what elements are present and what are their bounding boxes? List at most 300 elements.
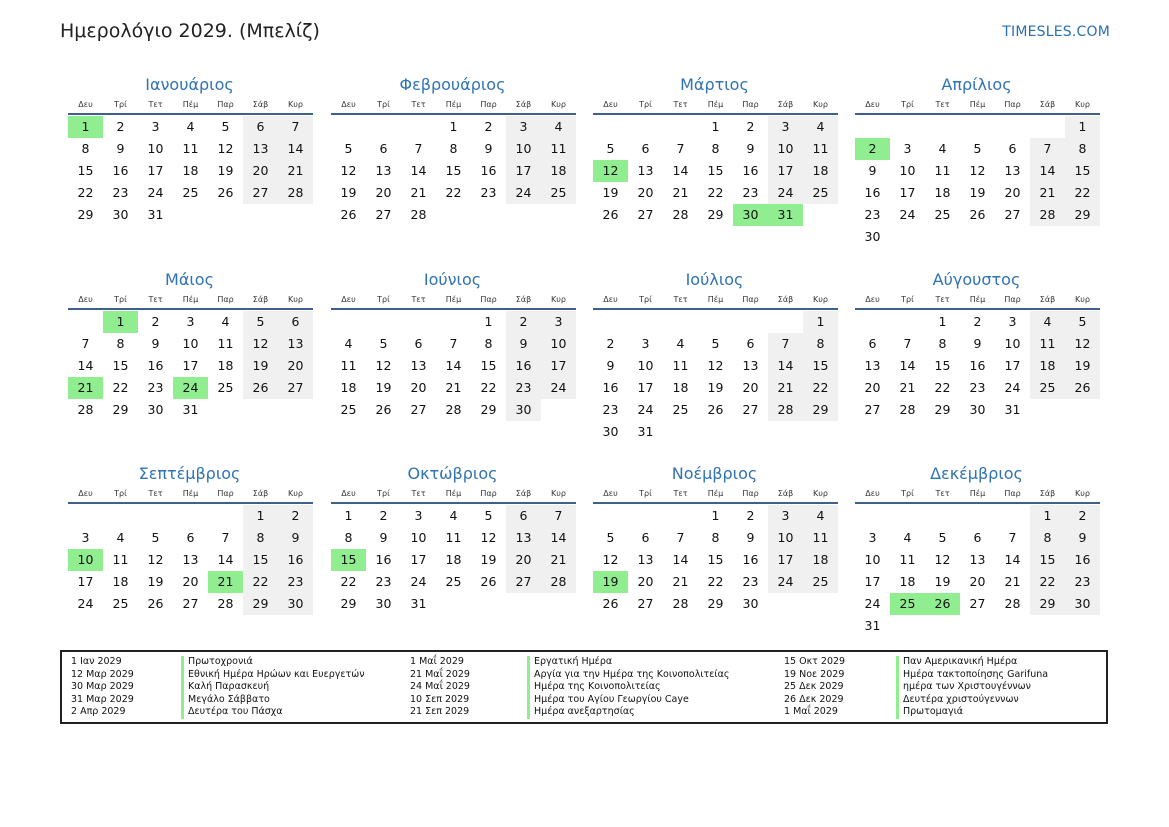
day-cell: 12: [375, 358, 392, 373]
day-cell: 3: [506, 116, 541, 138]
weekday-label: Κυρ: [551, 489, 566, 498]
day-cell: 9: [746, 530, 755, 545]
day-cell: 18: [899, 574, 916, 589]
day-cell: 30: [602, 424, 619, 439]
holiday-dates-column: [784, 656, 845, 719]
day-cell: 13: [742, 358, 759, 373]
holiday-date: 12 Μαρ 2029: [71, 668, 134, 680]
weekday-label: Τρί: [901, 295, 914, 304]
day-cell: 18: [672, 380, 689, 395]
day-cell: 1: [711, 119, 720, 134]
weekday-label: Τετ: [411, 489, 426, 498]
holiday-dates-column: [71, 656, 134, 719]
day-cell: 25: [803, 182, 838, 204]
day-cell: 26: [243, 377, 278, 399]
day-cell: 11: [217, 336, 234, 351]
day-cell: 16: [742, 163, 759, 178]
day-cell: 19: [375, 380, 392, 395]
empty-cell: [628, 311, 663, 333]
day-cell: 24: [506, 182, 541, 204]
day-cell: 3: [903, 141, 912, 156]
month-name: Αύγουστος: [932, 270, 1021, 289]
day-cell: 28: [672, 596, 689, 611]
day-cell: 11: [672, 358, 689, 373]
day-cell: 22: [934, 380, 951, 395]
day-cell: 5: [379, 336, 388, 351]
day-cell: 26: [480, 574, 497, 589]
weekday-label: Παρ: [1004, 489, 1021, 498]
weekday-label: Παρ: [1004, 100, 1021, 109]
weekday-label: Πέμ: [445, 489, 462, 498]
holiday-day-cell: 31: [768, 204, 803, 226]
weekday-label: Παρ: [217, 100, 234, 109]
day-cell: 3: [641, 336, 650, 351]
day-cell: 1: [1065, 116, 1100, 138]
weekday-label: Δευ: [603, 489, 618, 498]
day-cell: 7: [1030, 138, 1065, 160]
day-cell: 2: [746, 119, 755, 134]
day-cell: 6: [278, 311, 313, 333]
day-cell: 17: [899, 185, 916, 200]
day-cell: 2: [746, 508, 755, 523]
weekday-label: Παρ: [480, 489, 497, 498]
day-cell: 22: [1030, 571, 1065, 593]
day-cell: 30: [112, 207, 129, 222]
day-cell: 17: [768, 549, 803, 571]
holiday-name: Ημέρα ανεξαρτησίας: [527, 706, 729, 719]
holiday-name: Αργία για την Ημέρα της Κοινοπολιτείας: [527, 669, 729, 682]
day-cell: 13: [637, 163, 654, 178]
day-cell: 16: [602, 380, 619, 395]
day-cell: 2: [606, 336, 615, 351]
holiday-day-cell: 24: [173, 377, 208, 399]
day-cell: 14: [1030, 160, 1065, 182]
weekday-label: Σάβ: [777, 295, 794, 304]
empty-cell: [768, 311, 803, 333]
day-cell: 24: [147, 185, 164, 200]
empty-cell: [960, 116, 995, 138]
day-cell: 10: [182, 336, 199, 351]
day-cell: 20: [182, 574, 199, 589]
empty-cell: [663, 505, 698, 527]
day-cell: 12: [480, 530, 497, 545]
day-cell: 1: [1030, 505, 1065, 527]
day-cell: 13: [637, 552, 654, 567]
day-cell: 19: [602, 185, 619, 200]
day-cell: 3: [81, 530, 90, 545]
day-cell: 4: [449, 508, 458, 523]
day-cell: 11: [112, 552, 129, 567]
weekday-label: Δευ: [341, 489, 356, 498]
weekday-label: Δευ: [865, 100, 880, 109]
holiday-name: Παν Αμερικανική Ημέρα: [896, 656, 1048, 669]
holiday-day-cell: 1: [68, 116, 103, 138]
day-cell: 29: [707, 596, 724, 611]
weekday-label: Παρ: [742, 295, 759, 304]
day-cell: 6: [506, 505, 541, 527]
day-cell: 27: [637, 207, 654, 222]
day-cell: 29: [340, 596, 357, 611]
day-cell: 22: [243, 571, 278, 593]
month-calendar: [68, 74, 313, 226]
day-cell: 21: [768, 377, 803, 399]
day-cell: 20: [637, 185, 654, 200]
weekday-label: Τετ: [148, 100, 163, 109]
day-cell: 28: [899, 402, 916, 417]
day-cell: 13: [182, 552, 199, 567]
holiday-date: 1 Ιαν 2029: [71, 656, 122, 667]
day-cell: 13: [969, 552, 986, 567]
day-cell: 2: [151, 314, 160, 329]
day-cell: 24: [541, 377, 576, 399]
weekday-label: Τρί: [114, 295, 127, 304]
month-calendar: [855, 463, 1100, 637]
day-grid: [331, 311, 576, 421]
day-cell: 20: [375, 185, 392, 200]
day-cell: 27: [506, 571, 541, 593]
day-cell: 8: [711, 141, 720, 156]
day-cell: 24: [410, 574, 427, 589]
holiday-name: Ημέρα τακτοποίησης Garifuna: [896, 669, 1048, 682]
day-cell: 3: [414, 508, 423, 523]
day-cell: 19: [1065, 355, 1100, 377]
month-calendar: [68, 463, 313, 615]
day-cell: 4: [803, 116, 838, 138]
day-cell: 13: [410, 358, 427, 373]
weekday-label: Σάβ: [1039, 489, 1056, 498]
weekday-label: Τρί: [901, 489, 914, 498]
day-cell: 9: [606, 358, 615, 373]
day-cell: 15: [77, 163, 94, 178]
holiday-name: Καλή Παρασκευή: [181, 681, 365, 694]
day-cell: 25: [217, 380, 234, 395]
day-cell: 16: [480, 163, 497, 178]
weekday-label: Τρί: [901, 100, 914, 109]
day-cell: 30: [969, 402, 986, 417]
month-calendar: [855, 269, 1100, 421]
weekday-header: [855, 291, 1100, 310]
weekday-label: Κυρ: [288, 100, 303, 109]
day-cell: 8: [1030, 527, 1065, 549]
holiday-name: Ημέρα της Κοινοπολιτείας: [527, 681, 729, 694]
weekday-label: Κυρ: [1075, 489, 1090, 498]
day-cell: 3: [768, 505, 803, 527]
day-cell: 14: [672, 552, 689, 567]
day-cell: 7: [81, 336, 90, 351]
day-cell: 23: [506, 377, 541, 399]
weekday-label: Σάβ: [252, 100, 269, 109]
day-cell: 13: [278, 333, 313, 355]
weekday-label: Δευ: [78, 295, 93, 304]
day-cell: 8: [711, 530, 720, 545]
holiday-day-cell: 12: [593, 160, 628, 182]
day-cell: 23: [742, 574, 759, 589]
day-cell: 19: [934, 574, 951, 589]
day-cell: 22: [480, 380, 497, 395]
day-cell: 22: [112, 380, 129, 395]
day-cell: 28: [410, 207, 427, 222]
day-cell: 29: [803, 399, 838, 421]
day-cell: 5: [938, 530, 947, 545]
day-cell: 15: [707, 552, 724, 567]
holiday-name: Εθνική Ημέρα Ηρώων και Ευεργετών: [181, 669, 365, 682]
day-cell: 18: [541, 160, 576, 182]
weekday-header: [855, 96, 1100, 115]
day-cell: 9: [973, 336, 982, 351]
day-cell: 5: [221, 119, 230, 134]
weekday-label: Δευ: [865, 489, 880, 498]
day-cell: 27: [243, 182, 278, 204]
month-calendar: [593, 269, 838, 443]
day-cell: 20: [506, 549, 541, 571]
weekday-label: Τρί: [114, 100, 127, 109]
day-cell: 18: [217, 358, 234, 373]
day-grid: [855, 505, 1100, 637]
weekday-header: [593, 291, 838, 310]
day-cell: 15: [1065, 160, 1100, 182]
day-cell: 15: [1030, 549, 1065, 571]
day-cell: 8: [344, 530, 353, 545]
page-title: Ημερολόγιο 2029. (Μπελίζ): [60, 20, 320, 42]
weekday-label: Τετ: [411, 295, 426, 304]
day-cell: 10: [899, 163, 916, 178]
day-cell: 23: [278, 571, 313, 593]
day-cell: 6: [186, 530, 195, 545]
empty-cell: [138, 505, 173, 527]
day-cell: 19: [147, 574, 164, 589]
day-cell: 28: [278, 182, 313, 204]
day-cell: 19: [969, 185, 986, 200]
day-cell: 10: [506, 138, 541, 160]
day-cell: 11: [803, 138, 838, 160]
weekday-label: Δευ: [603, 295, 618, 304]
day-cell: 5: [151, 530, 160, 545]
weekday-label: Πέμ: [969, 295, 986, 304]
day-cell: 25: [445, 574, 462, 589]
day-cell: 14: [445, 358, 462, 373]
empty-cell: [855, 505, 890, 527]
day-cell: 21: [541, 549, 576, 571]
day-cell: 24: [768, 182, 803, 204]
day-cell: 9: [506, 333, 541, 355]
day-grid: [593, 311, 838, 443]
weekday-label: Κυρ: [551, 295, 566, 304]
day-cell: 28: [672, 207, 689, 222]
day-cell: 21: [445, 380, 462, 395]
day-cell: 8: [449, 141, 458, 156]
weekday-header: [855, 485, 1100, 504]
day-cell: 20: [742, 380, 759, 395]
weekday-label: Παρ: [742, 489, 759, 498]
day-cell: 5: [711, 336, 720, 351]
empty-cell: [890, 311, 925, 333]
day-cell: 11: [182, 141, 199, 156]
day-cell: 27: [637, 596, 654, 611]
day-cell: 20: [243, 160, 278, 182]
day-cell: 18: [1030, 355, 1065, 377]
day-cell: 4: [676, 336, 685, 351]
holiday-date: 30 Μαρ 2029: [71, 681, 134, 692]
day-cell: 3: [1008, 314, 1017, 329]
day-cell: 18: [803, 549, 838, 571]
day-cell: 12: [1065, 333, 1100, 355]
day-cell: 24: [768, 571, 803, 593]
day-cell: 15: [445, 163, 462, 178]
day-cell: 9: [379, 530, 388, 545]
day-cell: 31: [410, 596, 427, 611]
empty-cell: [855, 311, 890, 333]
day-cell: 29: [934, 402, 951, 417]
day-cell: 3: [768, 116, 803, 138]
holiday-day-cell: 21: [68, 377, 103, 399]
weekday-label: Σάβ: [1039, 100, 1056, 109]
day-cell: 4: [541, 116, 576, 138]
day-cell: 27: [410, 402, 427, 417]
day-cell: 4: [1030, 311, 1065, 333]
weekday-label: Σάβ: [777, 100, 794, 109]
day-cell: 14: [768, 355, 803, 377]
day-cell: 1: [711, 508, 720, 523]
weekday-label: Παρ: [742, 100, 759, 109]
day-cell: 30: [375, 596, 392, 611]
day-cell: 17: [637, 380, 654, 395]
weekday-label: Τετ: [935, 295, 950, 304]
day-cell: 12: [340, 163, 357, 178]
day-cell: 26: [602, 596, 619, 611]
day-cell: 26: [217, 185, 234, 200]
holiday-name: Μεγάλο Σάββατο: [181, 694, 365, 707]
weekday-label: Τετ: [148, 295, 163, 304]
day-cell: 6: [1008, 141, 1017, 156]
holiday-day-cell: 26: [925, 593, 960, 615]
weekday-label: Κυρ: [288, 295, 303, 304]
day-cell: 2: [973, 314, 982, 329]
day-cell: 7: [768, 333, 803, 355]
holiday-day-cell: 1: [103, 311, 138, 333]
day-cell: 2: [379, 508, 388, 523]
day-cell: 18: [803, 160, 838, 182]
day-grid: [593, 116, 838, 226]
empty-cell: [733, 311, 768, 333]
holiday-day-cell: 15: [331, 549, 366, 571]
day-cell: 7: [414, 141, 423, 156]
weekday-label: Δευ: [78, 489, 93, 498]
day-cell: 14: [217, 552, 234, 567]
empty-cell: [103, 505, 138, 527]
day-cell: 25: [340, 402, 357, 417]
day-cell: 16: [1065, 549, 1100, 571]
weekday-label: Σάβ: [1039, 295, 1056, 304]
weekday-header: [331, 96, 576, 115]
day-cell: 10: [1004, 336, 1021, 351]
day-cell: 6: [243, 116, 278, 138]
month-name: Σεπτέμβριος: [138, 464, 241, 483]
holiday-day-cell: 21: [208, 571, 243, 593]
day-cell: 3: [541, 311, 576, 333]
day-cell: 14: [672, 163, 689, 178]
holiday-names-column: [527, 656, 729, 719]
day-cell: 24: [77, 596, 94, 611]
site-link[interactable]: TIMESLES.COM: [1002, 24, 1110, 40]
day-cell: 22: [707, 185, 724, 200]
weekday-label: Κυρ: [813, 489, 828, 498]
weekday-label: Πέμ: [707, 489, 724, 498]
day-cell: 25: [112, 596, 129, 611]
day-cell: 7: [221, 530, 230, 545]
day-cell: 28: [77, 402, 94, 417]
day-cell: 28: [217, 596, 234, 611]
day-cell: 12: [243, 333, 278, 355]
weekday-label: Πέμ: [707, 100, 724, 109]
day-cell: 20: [637, 574, 654, 589]
day-cell: 29: [1030, 593, 1065, 615]
holiday-name: Εργατική Ημέρα: [527, 656, 729, 669]
day-cell: 6: [379, 141, 388, 156]
holiday-names-column: [896, 656, 1048, 719]
day-cell: 21: [1030, 182, 1065, 204]
weekday-header: [68, 485, 313, 504]
day-cell: 4: [803, 505, 838, 527]
empty-cell: [698, 311, 733, 333]
holiday-date: 31 Μαρ 2029: [71, 693, 134, 705]
month-name: Ιανουάριος: [145, 75, 234, 94]
day-cell: 25: [803, 571, 838, 593]
holiday-date: 10 Σεπ 2029: [410, 693, 470, 705]
day-cell: 30: [864, 229, 881, 244]
day-cell: 2: [484, 119, 493, 134]
empty-cell: [925, 116, 960, 138]
day-cell: 12: [147, 552, 164, 567]
day-cell: 6: [641, 530, 650, 545]
day-cell: 18: [182, 163, 199, 178]
day-cell: 28: [768, 399, 803, 421]
day-cell: 18: [445, 552, 462, 567]
weekday-label: Τετ: [148, 489, 163, 498]
day-cell: 29: [243, 593, 278, 615]
month-calendar: [331, 463, 576, 615]
day-cell: 22: [77, 185, 94, 200]
day-cell: 16: [969, 358, 986, 373]
day-cell: 23: [969, 380, 986, 395]
day-cell: 18: [112, 574, 129, 589]
day-cell: 25: [541, 182, 576, 204]
day-grid: [68, 116, 313, 226]
weekday-label: Πέμ: [969, 489, 986, 498]
day-cell: 2: [1065, 505, 1100, 527]
weekday-label: Πέμ: [969, 100, 986, 109]
day-cell: 22: [707, 574, 724, 589]
empty-cell: [1030, 116, 1065, 138]
holiday-date: 15 Οκτ 2029: [784, 656, 846, 667]
month-name: Δεκέμβριος: [930, 464, 1023, 483]
day-cell: 25: [934, 207, 951, 222]
day-cell: 23: [480, 185, 497, 200]
day-cell: 6: [414, 336, 423, 351]
empty-cell: [68, 311, 103, 333]
day-cell: 23: [1065, 571, 1100, 593]
day-cell: 27: [864, 402, 881, 417]
weekday-label: Κυρ: [1075, 100, 1090, 109]
day-cell: 10: [147, 141, 164, 156]
weekday-label: Κυρ: [813, 100, 828, 109]
holiday-day-cell: 10: [68, 549, 103, 571]
day-cell: 27: [182, 596, 199, 611]
day-cell: 6: [641, 141, 650, 156]
day-cell: 12: [707, 358, 724, 373]
day-cell: 17: [541, 355, 576, 377]
day-cell: 27: [742, 402, 759, 417]
day-cell: 22: [1065, 182, 1100, 204]
